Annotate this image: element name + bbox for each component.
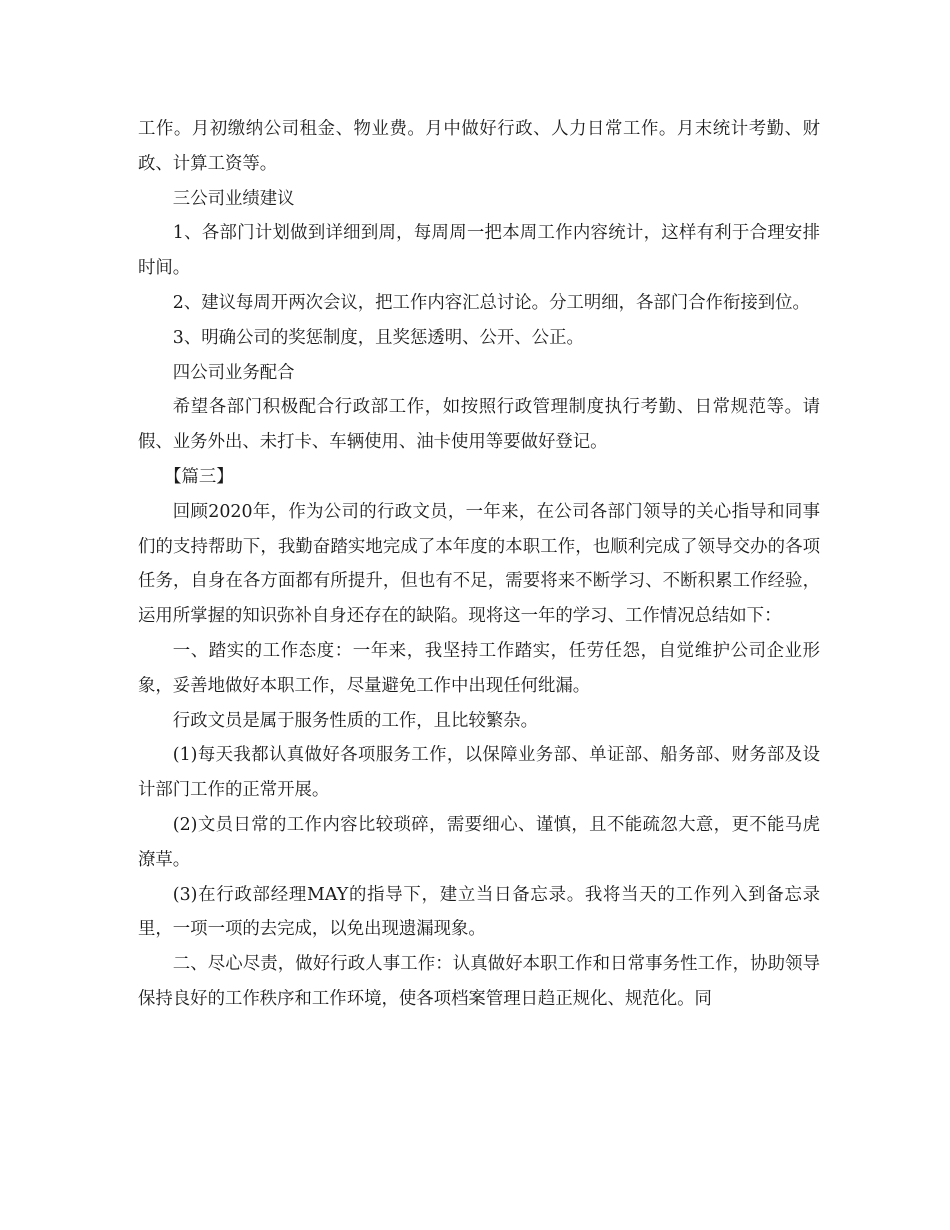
paragraph-responsibility: 二、尽心尽责，做好行政人事工作：认真做好本职工作和日常事务性工作，协助领导保持良好的工作秩序和工作环境，使各项档案管理日趋正规化、规范化。同 [138, 954, 820, 1009]
section-marker-part-three: 【篇三】 [164, 466, 234, 487]
section-heading-3: 三公司业绩建议 [172, 188, 295, 209]
document-body [138, 112, 820, 1017]
paragraph-review-intro: 回顾2020年，作为公司的行政文员，一年来，在公司各部门领导的关心指导和同事们的支持帮助下，我勤奋踏实地完成了本年度的本职工作，也顺利完成了领导交办的各项任务，自身在各方面都有所提升，但也有不足，需要将来不断学习、不断积累工作经验，运用所掌握的知识弥补自身还存在的缺陷。现将这一年的学习、工作情况总结如下： [138, 501, 820, 627]
section-heading-4: 四公司业务配合 [172, 362, 295, 383]
paragraph-service-nature: 行政文员是属于服务性质的工作，且比较繁杂。 [172, 710, 539, 731]
paragraph-item-3: (3)在行政部经理MAY的指导下，建立当日备忘录。我将当天的工作列入到备忘录里，一项一项的去完成，以免出现遗漏现象。 [138, 884, 820, 940]
paragraph-item-2: (2)文员日常的工作内容比较琐碎，需要细心、谨慎，且不能疏忽大意，更不能马虎潦草。 [138, 814, 820, 870]
paragraph-suggestion-3: 3、明确公司的奖惩制度，且奖惩透明、公开、公正。 [172, 327, 584, 348]
paragraph-cooperation: 希望各部门积极配合行政部工作，如按照行政管理制度执行考勤、日常规范等。请假、业务外出、未打卡、车辆使用、油卡使用等要做好登记。 [138, 397, 820, 453]
paragraph-suggestion-2: 2、建议每周开两次会议，把工作内容汇总讨论。分工明细，各部门合作衔接到位。 [172, 292, 810, 313]
paragraph-item-1: (1)每天我都认真做好各项服务工作，以保障业务部、单证部、船务部、财务部及设计部门工作的正常开展。 [138, 745, 820, 801]
paragraph-suggestion-1: 1、各部门计划做到详细到周，每周周一把本周工作内容统计，这样有利于合理安排时间。 [138, 223, 820, 279]
paragraph-attitude: 一、踏实的工作态度：一年来，我坚持工作踏实，任劳任怨，自觉维护公司企业形象，妥善地做好本职工作，尽量避免工作中出现任何纰漏。 [138, 640, 820, 696]
paragraph-continuation: 工作。月初缴纳公司租金、物业费。月中做好行政、人力日常工作。月末统计考勤、财政、计算工资等。 [138, 119, 820, 174]
